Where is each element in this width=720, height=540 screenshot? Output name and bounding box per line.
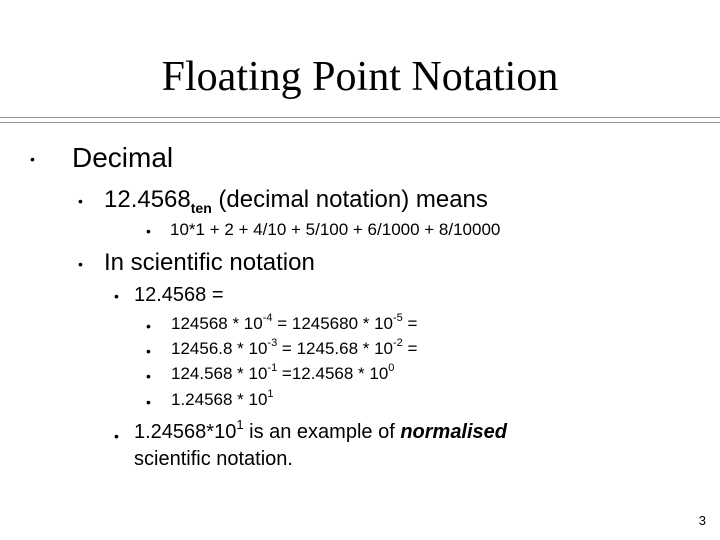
eq4-part-a: 1.24568 * 10 — [171, 390, 268, 409]
expansion-text: 10*1 + 2 + 4/10 + 5/100 + 6/1000 + 8/10000 — [170, 220, 501, 239]
equation-3 — [171, 363, 394, 387]
eq1-exponent-a: -4 — [262, 312, 273, 324]
eq3-part-b: =12.4568 * 10 — [277, 364, 389, 383]
bullet-sci-equals — [134, 282, 224, 308]
eq1-part-c: = — [402, 314, 418, 333]
title-divider-bottom — [0, 122, 720, 123]
bullet-decimal-value — [104, 186, 488, 216]
bullet-dot: • — [78, 256, 83, 272]
decimal-label: Decimal — [72, 142, 174, 173]
sci-equals-text: 12.4568 = — [134, 284, 224, 306]
page-number: 3 — [698, 513, 706, 528]
bullet-dot: • — [30, 151, 35, 167]
bullet-dot: • — [146, 343, 151, 359]
scientific-heading: In scientific notation — [104, 249, 315, 276]
bullet-dot: • — [114, 428, 119, 444]
eq1-exponent-b: -5 — [393, 312, 403, 324]
normal-part-b: is an example of — [243, 421, 401, 443]
bullet-normalised — [134, 419, 507, 447]
bullet-decimal — [72, 142, 173, 174]
equation-2 — [171, 338, 417, 362]
normal-exponent: 1 — [236, 417, 244, 432]
base-subscript: ten — [190, 200, 212, 216]
bullet-dot: • — [146, 318, 151, 334]
normal-part-a: 1.24568*10 — [134, 421, 237, 443]
eq1-part-b: = 1245680 * 10 — [272, 314, 394, 333]
eq3-part-a: 124.568 * 10 — [171, 364, 268, 383]
bullet-expansion — [170, 219, 500, 241]
eq2-part-c: = — [402, 339, 418, 358]
bullet-scientific — [104, 249, 315, 277]
means-text: (decimal notation) means — [211, 186, 488, 213]
eq1-part-a: 124568 * 10 — [171, 314, 263, 333]
equation-4 — [171, 389, 274, 413]
bullet-dot: • — [146, 223, 151, 239]
normalised-emphasis: normalised — [400, 421, 508, 443]
bullet-normalised-continued — [134, 446, 293, 472]
title-divider-top — [0, 117, 720, 118]
eq2-part-a: 12456.8 * 10 — [171, 339, 268, 358]
bullet-dot: • — [146, 368, 151, 384]
slide-title: Floating Point Notation — [161, 54, 559, 100]
bullet-dot: • — [146, 394, 151, 410]
bullet-dot: • — [78, 193, 83, 209]
eq2-exponent-a: -3 — [267, 337, 278, 349]
equation-1 — [171, 313, 417, 337]
eq2-exponent-b: -2 — [393, 337, 403, 349]
eq3-exponent-a: -1 — [267, 362, 278, 374]
eq4-exponent-a: 1 — [267, 388, 274, 400]
normal-part-c: scientific notation. — [134, 448, 293, 470]
bullet-dot: • — [114, 288, 119, 304]
eq3-exponent-b: 0 — [388, 362, 395, 374]
decimal-value: 12.4568 — [104, 186, 191, 213]
eq2-part-b: = 1245.68 * 10 — [277, 339, 393, 358]
